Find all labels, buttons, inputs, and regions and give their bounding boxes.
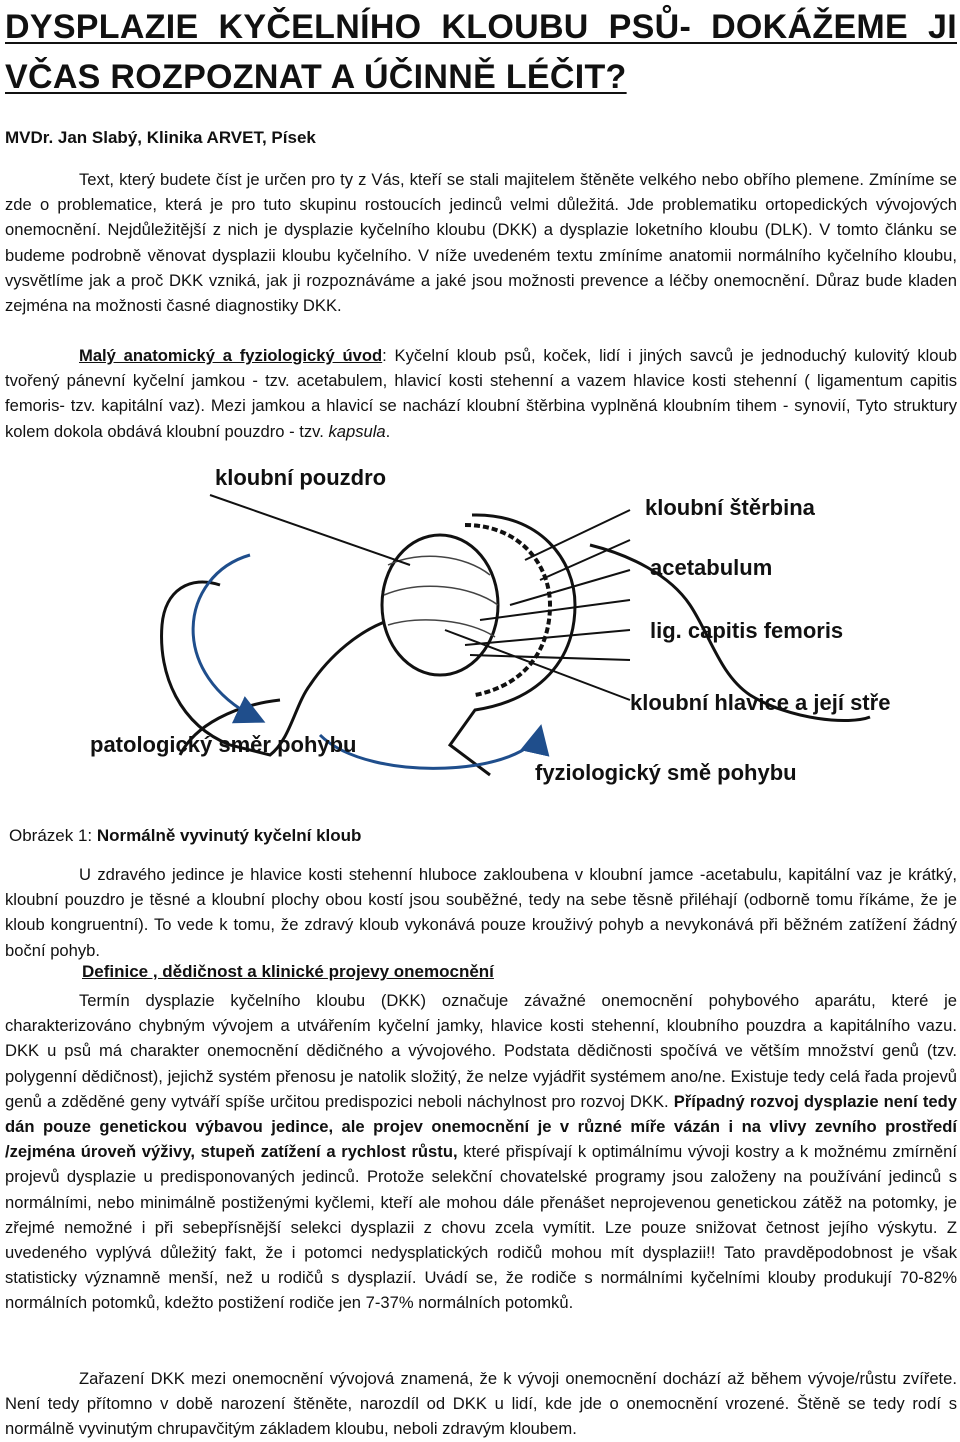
intro-paragraph — [5, 167, 957, 318]
label-patho: patologický směr pohybu — [90, 732, 357, 757]
label-head: kloubní hlavice a její stře — [630, 690, 890, 715]
figure-caption — [9, 826, 361, 846]
definition-paragraph — [5, 988, 957, 1316]
caption-bold: Normálně vyvinutý kyčelní kloub — [96, 826, 362, 845]
author-line: MVDr. Jan Slabý, Klinika ARVET, Písek — [5, 128, 316, 147]
healthy-text: U zdravého jedince je hlavice kosti stehenní hluboce zakloubena v kloubní jamce -acetabulu, kapitální vaz je krátký, kloubní pouzdro je těsné a kloubní plochy obou kostí jsou souběžné, tedy na sebe těsně přiléhají (odborně tomu říkáme, že je kloub kongruentní). To vede k tomu, že zdravý kloub vykonává pouze krouživý pohyb a nevykonává při běžném zatížení žádný boční pohyb. — [5, 865, 957, 960]
anatomy-paragraph — [5, 343, 957, 444]
healthy-paragraph — [5, 862, 957, 963]
classification-paragraph — [5, 1366, 957, 1442]
patho-arrow — [193, 555, 260, 720]
anatomy-end: . — [385, 421, 391, 441]
anatomy-heading: Malý anatomický a fyziologický úvod — [79, 346, 383, 365]
hip-joint-diagram — [70, 455, 890, 805]
label-physio: fyziologický smě pohybu — [535, 760, 797, 785]
label-acetabulum: acetabulum — [650, 555, 773, 580]
anatomy-text: : Kyčelní kloub psů, koček, lidí i jiných savců je jednoduchý kulovitý kloub tvořený pánevní kyčelní jamkou - tzv. acetabulem, hlavicí kosti stehenní a vazem hlavice kosti stehenní ( ligamentum capitis femoris- tzv. kapitální vaz). Mezi jamkou a hlavicí se nachází kloubní štěrbina vyplněná kloubním tihem - synovií, Tyto struktury kolem dokola obdává kloubní pouzdro - tzv. — [5, 346, 957, 441]
caption-prefix: Obrázek 1: — [9, 826, 97, 845]
classification-text: Zařazení DKK mezi onemocnění vývojová znamená, že k vývoji onemocnění dochází až během vývoje/růstu zvířete. Není tedy přítomno v době narození štěněte, narozdíl od DKK u lidí, kde jde o onemocnění vrozené. Štěně se tedy rodí s normálně vyvinutým chrupavčitým základem kloubu, neboli zdravým kloubem. — [5, 1369, 957, 1439]
definition-text-2: které přispívají k optimálnímu vývoji kostry a k možnému zmírnění projevů dysplazie u predisponovaných jedinců. Protože selekční chovatelské programy jsou založeny na používání jedinců s normálními, nebo minimálně postiženými kyčlemi, kteří ale mohou dále přenášet neprojevenou genetickou zátěž na potomky, je zřejmé nemožné i při sebepřísnější selekci dysplazii z chovu zcela vymítit. Lze pouze snižovat četnost jejího výskytu. Z uvedeného vyplývá důležitý fakt, že i potomci nedysplatických rodičů mohou mít dysplazii!! Tato pravděpodobnost je však statisticky významně menší, než u rodičů s dysplazií. Uvádí se, že rodiče s normálními kyčelními klouby produkují 70-82% normálních potomků, kdežto postižení rodiče jen 7-37% normálních potomků. — [5, 1142, 957, 1313]
label-gap: kloubní štěrbina — [645, 495, 815, 520]
page-title: DYSPLAZIE KYČELNÍHO KLOUBU PSŮ- DOKÁŽEME JI VČAS ROZPOZNAT A ÚČINNĚ LÉČIT? — [5, 8, 957, 96]
definition-bold: Případný rozvoj dysplazie není tedy dán pouze genetickou výbavou jedince, ale projev onemocnění je v různé míře vázán i na vlivy zevního prostředí /zejména úroveň výživy, stupeň zatížení a rychlost růstu, — [5, 1091, 958, 1162]
label-ligament: lig. capitis femoris — [650, 618, 844, 643]
label-capsule: kloubní pouzdro — [215, 465, 387, 490]
definition-heading: Definice , dědičnost a klinické projevy onemocnění — [82, 962, 494, 981]
definition-text-1: Termín dysplazie kyčelního kloubu (DKK) označuje závažné onemocnění pohybového aparátu, které je charakterizováno chybným vývojem a utvářením kyčelní jamky, hlavice kosti stehenní, kloubního pouzdra a kapitálního vazu. DKK u psů má charakter onemocnění dědičného a vývojového. Podstata dědičnosti spočívá ve větším množství genů (tzv. polygenní dědičnost), jejichž systém přenosu je natolik složitý, že nelze vyjádřit systémem ano/ne. Existuje tedy celá řada projevů genů a zděděné geny vytváří spíše určitou predispozici neboli náchylnost pro rozvoj DKK. — [5, 991, 957, 1111]
intro-text: Text, který budete číst je určen pro ty z Vás, kteří se stali majitelem štěněte velkého nebo obřího plemene. Zmíníme se zde o problematice, která je pro tuto skupinu rostoucích jedinců velmi důležitá. Jde problematiku ortopedických vývojových onemocnění. Nejdůležitější z nich je dysplazie kyčelního kloubu (DKK) a dysplazie loketního kloubu (DLK). V tomto článku se budeme podrobně věnovat dysplazii kloubu kyčelního. V níže uvedeném textu zmíníme anatomii normálního kyčelního kloubu, vysvětlíme jak a proč DKK vzniká, jak ji rozpoznáváme a jaké jsou možnosti prevence a léčby onemocnění. Důraz bude kladen zejména na možnosti časné diagnostiky DKK. — [5, 170, 957, 316]
anatomy-italic-term: kapsula — [328, 421, 386, 441]
